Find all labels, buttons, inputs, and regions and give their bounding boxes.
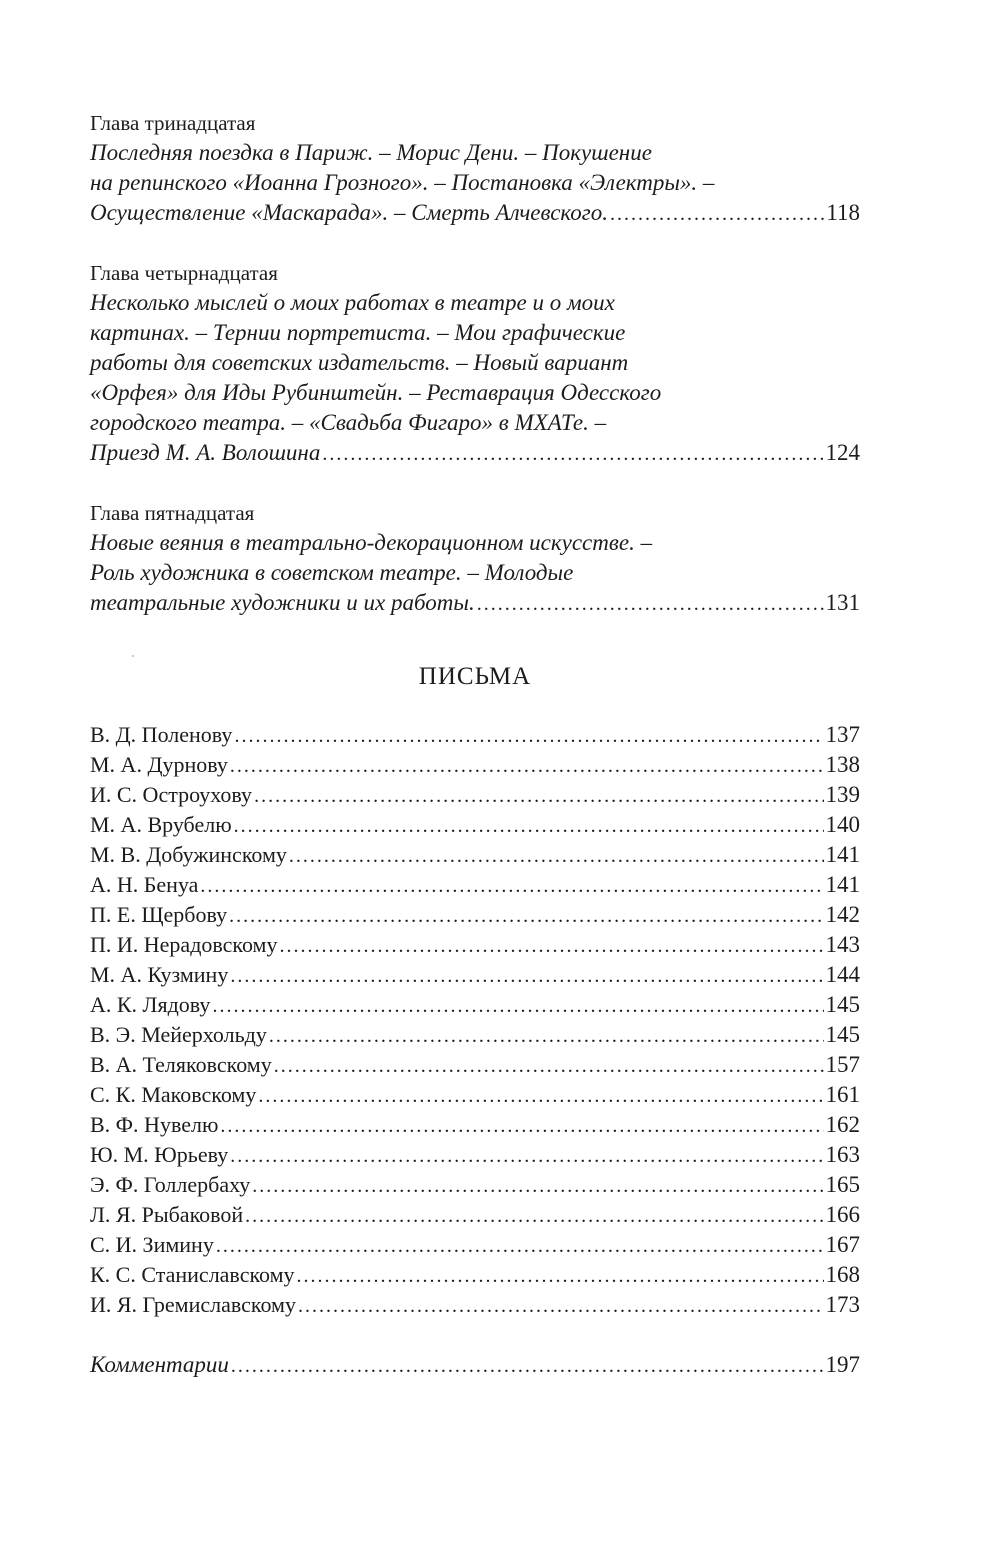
recipient-name: И. Я. Гремиславскому xyxy=(90,1292,296,1317)
leader-dots xyxy=(254,781,823,811)
chapter-description-line xyxy=(90,528,860,558)
page-number: 144 xyxy=(825,962,860,987)
line-text: городского театра. – «Свадьба Фигаро» в МХАТе. – xyxy=(90,410,607,435)
page-number[interactable]: 124 xyxy=(825,440,860,465)
recipient-name: В. Э. Мейерхольду xyxy=(90,1022,267,1047)
page-number: 173 xyxy=(825,1292,860,1317)
letter-entry[interactable] xyxy=(90,1050,860,1080)
comments-entry[interactable] xyxy=(90,1350,860,1380)
page-number: 167 xyxy=(825,1232,860,1257)
line-text: Роль художника в советском театре. – Молодые xyxy=(90,560,574,585)
line-text: Несколько мыслей о моих работах в театре и о моих xyxy=(90,290,615,315)
page-number: 142 xyxy=(825,902,860,927)
recipient-name: К. С. Станиславскому xyxy=(90,1262,295,1287)
recipient-name: И. С. Остроухову xyxy=(90,782,253,807)
page-number: 165 xyxy=(825,1172,860,1197)
recipient-name: В. Ф. Нувелю xyxy=(90,1112,219,1137)
recipient-name: П. И. Нерадовскому xyxy=(90,932,278,957)
letter-entry[interactable] xyxy=(90,870,860,900)
chapter-description-line xyxy=(90,138,860,168)
letter-entry[interactable] xyxy=(90,840,860,870)
page-number: 145 xyxy=(825,992,860,1017)
recipient-name: М. В. Добужинскому xyxy=(90,842,287,867)
paper-speck xyxy=(132,655,134,657)
page-number: 197 xyxy=(825,1352,860,1377)
recipient-name: А. К. Лядову xyxy=(90,992,211,1017)
letter-entry[interactable] xyxy=(90,810,860,840)
line-text: театральные художники и их работы. xyxy=(90,590,475,615)
letter-entry[interactable] xyxy=(90,1110,860,1140)
letter-entry[interactable] xyxy=(90,1140,860,1170)
page-number: 143 xyxy=(825,932,860,957)
line-text: работы для советских издательств. – Новый вариант xyxy=(90,350,629,375)
leader-dots xyxy=(245,1201,823,1231)
letter-entry[interactable] xyxy=(90,1290,860,1320)
leader-dots xyxy=(477,589,824,619)
letter-entry[interactable] xyxy=(90,780,860,810)
leader-dots xyxy=(231,1351,824,1381)
letter-entry[interactable] xyxy=(90,1200,860,1230)
page-number: 140 xyxy=(825,812,860,837)
letter-entry[interactable] xyxy=(90,1170,860,1200)
letter-entry[interactable] xyxy=(90,750,860,780)
line-text: Новые веяния в театрально-декорационном искусстве. – xyxy=(90,530,653,555)
recipient-name: С. И. Зимину xyxy=(90,1232,214,1257)
chapter-13-entry xyxy=(90,108,860,228)
chapter-description-line xyxy=(90,288,860,318)
letter-entry[interactable] xyxy=(90,1230,860,1260)
recipient-name: Э. Ф. Голлербаху xyxy=(90,1172,251,1197)
chapter-description-line xyxy=(90,378,860,408)
page-number: 166 xyxy=(825,1202,860,1227)
leader-dots xyxy=(252,1171,823,1201)
leader-dots xyxy=(234,721,823,751)
leader-dots xyxy=(298,1291,824,1321)
line-text: на репинского «Иоанна Грозного». – Постановка «Электры». – xyxy=(90,170,715,195)
letter-entry[interactable] xyxy=(90,990,860,1020)
line-text: Приезд М. А. Волошина xyxy=(90,440,321,465)
leader-dots xyxy=(610,199,824,229)
leader-dots xyxy=(269,1021,824,1051)
letters-list xyxy=(90,720,860,1320)
leader-dots xyxy=(220,1111,823,1141)
leader-dots xyxy=(230,751,824,781)
letter-entry[interactable] xyxy=(90,1080,860,1110)
page-number: 137 xyxy=(825,722,860,747)
chapter-description-line xyxy=(90,318,860,348)
page-number: 145 xyxy=(825,1022,860,1047)
letter-entry[interactable] xyxy=(90,900,860,930)
line-text: Последняя поездка в Париж. – Морис Дени. – Покушение xyxy=(90,140,652,165)
page-number: 157 xyxy=(825,1052,860,1077)
page-number: 138 xyxy=(825,752,860,777)
letter-entry[interactable] xyxy=(90,930,860,960)
chapter-description-last-line xyxy=(90,588,860,618)
page-number: 141 xyxy=(825,842,860,867)
page-number: 161 xyxy=(825,1082,860,1107)
recipient-name: В. А. Теляковскому xyxy=(90,1052,272,1077)
chapter-label: Глава четырнадцатая xyxy=(90,261,278,285)
chapter-15-entry xyxy=(90,498,860,618)
page-number[interactable]: 131 xyxy=(825,590,860,615)
chapter-description-last-line xyxy=(90,438,860,468)
chapter-description-last-line xyxy=(90,198,860,228)
line-text: «Орфея» для Иды Рубинштейн. – Реставрация Одесского xyxy=(90,380,662,405)
table-of-contents xyxy=(90,108,860,1380)
page-number: 163 xyxy=(825,1142,860,1167)
leader-dots xyxy=(230,1141,823,1171)
leader-dots xyxy=(258,1081,823,1111)
recipient-name: Л. Я. Рыбаковой xyxy=(90,1202,244,1227)
page-number: 168 xyxy=(825,1262,860,1287)
recipient-name: М. А. Врубелю xyxy=(90,812,232,837)
leader-dots xyxy=(279,931,823,961)
page-number: 141 xyxy=(825,872,860,897)
letter-entry[interactable] xyxy=(90,1260,860,1290)
recipient-name: С. К. Маковскому xyxy=(90,1082,257,1107)
leader-dots xyxy=(229,901,823,931)
leader-dots xyxy=(289,841,824,871)
recipient-name: Ю. М. Юрьеву xyxy=(90,1142,229,1167)
line-text: картинах. – Тернии портретиста. – Мои графические xyxy=(90,320,626,345)
chapter-description-line xyxy=(90,168,860,198)
line-text: Осуществление «Маскарада». – Смерть Алчевского. xyxy=(90,200,609,225)
recipient-name: М. А. Дурнову xyxy=(90,752,228,777)
leader-dots xyxy=(216,1231,824,1261)
recipient-name: П. Е. Щербову xyxy=(90,902,228,927)
chapter-label: Глава тринадцатая xyxy=(90,111,256,135)
leader-dots xyxy=(230,961,823,991)
page-number[interactable]: 118 xyxy=(826,200,860,225)
chapter-description-line xyxy=(90,558,860,588)
leader-dots xyxy=(322,439,823,469)
page-number: 139 xyxy=(825,782,860,807)
leader-dots xyxy=(274,1051,824,1081)
chapter-14-entry xyxy=(90,258,860,468)
letter-entry[interactable] xyxy=(90,960,860,990)
page-number: 162 xyxy=(825,1112,860,1137)
letter-entry[interactable] xyxy=(90,1020,860,1050)
leader-dots xyxy=(297,1261,824,1291)
recipient-name: В. Д. Поленову xyxy=(90,722,233,747)
section-title: ПИСЬМА xyxy=(418,663,532,690)
leader-dots xyxy=(234,811,824,841)
leader-dots xyxy=(212,991,823,1021)
chapter-label: Глава пятнадцатая xyxy=(90,501,255,525)
chapter-description-line xyxy=(90,408,860,438)
leader-dots xyxy=(200,871,823,901)
recipient-name: М. А. Кузмину xyxy=(90,962,229,987)
comments-label: Комментарии xyxy=(90,1352,229,1377)
letter-entry[interactable] xyxy=(90,720,860,750)
chapter-description-line xyxy=(90,348,860,378)
recipient-name: А. Н. Бенуа xyxy=(90,872,199,897)
